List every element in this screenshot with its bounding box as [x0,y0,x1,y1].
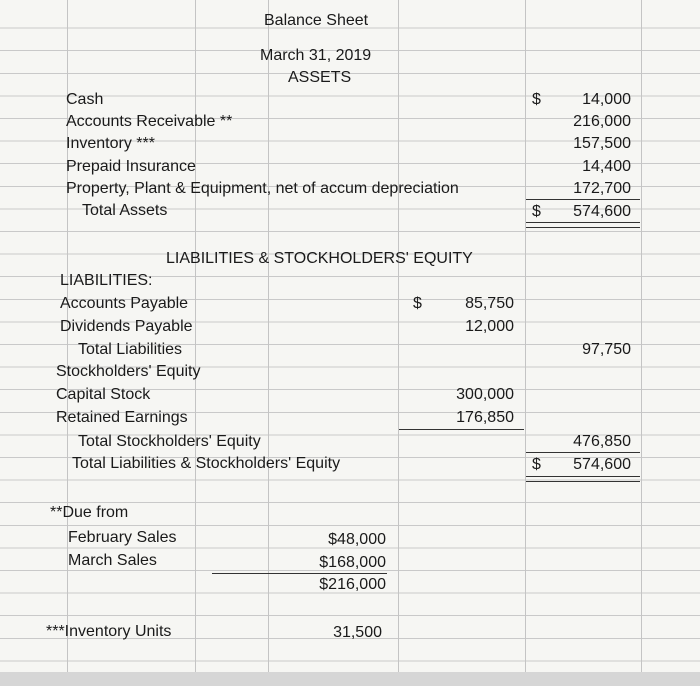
inventory-units-label[interactable]: ***Inventory Units [46,623,172,640]
stockholders-equity-label[interactable]: Stockholders' Equity [56,363,201,380]
due-from-label[interactable]: **Due from [50,504,129,521]
column-divider [268,0,269,686]
total-assets-label[interactable]: Total Assets [82,202,168,219]
accounts-payable-label[interactable]: Accounts Payable [60,295,189,312]
total-liabilities-label[interactable]: Total Liabilities [78,341,183,358]
dividends-payable-label[interactable]: Dividends Payable [60,318,193,335]
accounts-receivable-label[interactable]: Accounts Receivable ** [66,113,233,130]
total-liabilities-value[interactable]: 97,750 [582,341,631,358]
total-assets-double-rule [526,222,640,228]
capital-stock-value[interactable]: 300,000 [456,386,514,403]
retained-earnings-label[interactable]: Retained Earnings [56,409,188,426]
february-sales-value[interactable]: $48,000 [328,531,386,548]
cash-dollar-sign: $ [532,91,541,108]
inventory-value[interactable]: 157,500 [573,135,631,152]
photo-bottom-edge [0,672,700,686]
total-stockholders-equity-label[interactable]: Total Stockholders' Equity [78,433,261,450]
assets-heading[interactable]: ASSETS [288,69,352,86]
prepaid-insurance-value[interactable]: 14,400 [582,158,631,175]
grand-total-rule [526,452,640,453]
column-divider [525,0,526,686]
total-assets-dollar-sign: $ [532,203,541,220]
february-sales-label[interactable]: February Sales [68,529,177,546]
column-divider [398,0,399,686]
cash-label[interactable]: Cash [66,91,104,108]
sheet-date[interactable]: March 31, 2019 [260,47,372,64]
total-assets-value[interactable]: 574,600 [573,203,631,220]
march-sales-label[interactable]: March Sales [68,552,157,569]
inventory-label[interactable]: Inventory *** [66,135,155,152]
grand-total-dollar-sign: $ [532,456,541,473]
accounts-payable-value[interactable]: 85,750 [465,295,514,312]
column-divider [641,0,642,686]
prepaid-insurance-label[interactable]: Prepaid Insurance [66,158,196,175]
assets-subtotal-rule [526,199,640,200]
ppe-value[interactable]: 172,700 [573,180,631,197]
column-divider [195,0,196,686]
accounts-payable-dollar-sign: $ [413,295,422,312]
equity-subtotal-rule [399,429,524,430]
capital-stock-label[interactable]: Capital Stock [56,386,151,403]
march-sales-value[interactable]: $168,000 [319,554,386,571]
retained-earnings-value[interactable]: 176,850 [456,409,514,426]
liabilities-equity-heading[interactable]: LIABILITIES & STOCKHOLDERS' EQUITY [166,250,473,267]
cash-value[interactable]: 14,000 [582,91,631,108]
total-stockholders-equity-value[interactable]: 476,850 [573,433,631,450]
ppe-label[interactable]: Property, Plant & Equipment, net of accum depreciation [66,180,459,197]
accounts-receivable-value[interactable]: 216,000 [573,113,631,130]
total-liabilities-equity-label[interactable]: Total Liabilities & Stockholders' Equity [72,455,341,472]
sheet-title[interactable]: Balance Sheet [264,12,369,29]
due-from-sum-value[interactable]: $216,000 [319,576,386,593]
dividends-payable-value[interactable]: 12,000 [465,318,514,335]
liabilities-section-label[interactable]: LIABILITIES: [60,272,153,289]
inventory-units-value[interactable]: 31,500 [333,624,382,641]
total-liabilities-equity-value[interactable]: 574,600 [573,456,631,473]
grand-total-double-rule [526,476,640,482]
due-from-sum-rule [212,573,387,574]
